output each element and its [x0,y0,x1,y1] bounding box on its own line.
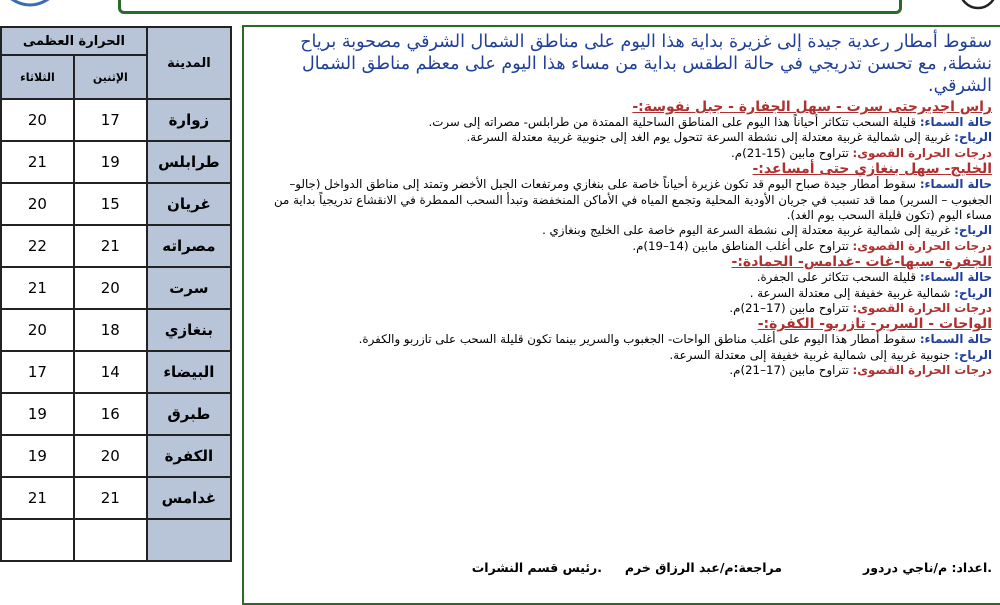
header-frame [118,0,902,14]
wind-line [250,348,992,363]
monday-value: 16 [74,393,147,435]
tuesday-value: 21 [1,477,74,519]
table-row [1,435,231,477]
table-row [1,477,231,519]
city-name: زوارة [147,99,231,141]
section-title: راس اجديرحتى سرت - سهل الجفارة - جبل نفوسة:- [632,99,992,115]
tuesday-value: 22 [1,225,74,267]
tuesday-value: 17 [1,351,74,393]
monday-value: 21 [74,225,147,267]
wind-text: جنوبية غربية إلى شمالية غربية خفيفة إلى معتدلة السرعة. [669,347,951,362]
monday-value: 15 [74,183,147,225]
table-row [1,267,231,309]
temp-text: تتراوح على أغلب المناطق مابين (14–19)م. [632,238,849,253]
intro-text: سقوط أمطار رعدية جيدة إلى غزيرة بداية هذا اليوم على مناطق الشمال الشرقي مصحوبة برياح نشطة, مع تحسن تدريجي في حالة الطقس بداية من مساء هذا اليوم على معظم مناطق الشمال الشرقي. [300,32,992,96]
sky-label: حالة السماء: [919,270,992,285]
tuesday-value: 20 [1,183,74,225]
wind-label: الرياح: [954,223,992,238]
temp-label: درجات الحرارة القصوى: [852,301,992,316]
tuesday-value: 20 [1,99,74,141]
sky-line [250,332,992,347]
table-row [1,351,231,393]
wind-label: الرياح: [954,130,992,145]
table-row [1,225,231,267]
temp-text: تتراوح مابين (17–21)م. [729,363,849,378]
emblem-logo-left [0,0,60,14]
temp-label: درجات الحرارة القصوى: [852,363,992,378]
table-row [1,309,231,351]
tuesday-value: 21 [1,141,74,183]
table-row-cut [1,519,231,561]
city-name: غدامس [147,477,231,519]
department-head: رئيس قسم النشرات. [471,560,602,575]
sky-text: قليلة السحب تتكاثر على الجفرة. [756,270,917,285]
monday-value: 18 [74,309,147,351]
section-title: الخليج- سهل بنغازي حتى أمساعد:- [752,161,992,178]
tuesday-value: 20 [1,309,74,351]
sky-line [250,270,992,285]
tuesday-header: الثلاثاء [1,55,74,99]
wind-line [250,286,992,301]
temp-text: تتراوح مابين (17–21)م. [729,301,849,316]
city-name: طرابلس [147,141,231,183]
monday-header: الإثنين [74,55,147,99]
monday-value: 21 [74,477,147,519]
sky-label: حالة السماء: [919,177,992,192]
table-row [1,141,231,183]
monday-value: 17 [74,99,147,141]
city-name: غريان [147,183,231,225]
sky-line [250,115,992,130]
table-row [1,183,231,225]
wind-line [250,130,992,145]
wind-text: شمالية غربية خفيفة إلى معتدلة السرعة . [749,285,951,300]
circle-logo-right [958,0,998,14]
monday-value: 20 [74,267,147,309]
table-row [1,393,231,435]
section-title: الواحات - السرير- تازربو- الكفرة:- [757,316,992,333]
monday-value: 14 [74,351,147,393]
city-name: الكفرة [147,435,231,477]
sky-text: سقوط أمطار هذا اليوم على أغلب مناطق الواحات- الجغبوب والسرير بينما تكون قليلة السحب على تازربو والكفرة. [358,332,917,347]
city-name: مصراته [147,225,231,267]
wind-label: الرياح: [954,285,992,300]
temp-line [250,239,992,254]
temp-label: درجات الحرارة القصوى: [852,145,992,160]
wind-text: غربية إلى شمالية غربية معتدلة إلى نشطة السرعة تتحول يوم الغد إلى جنوبية غربية معتدلة السرعة. [466,130,951,145]
city-name: سرت [147,267,231,309]
wind-line [250,223,992,238]
tuesday-value: 19 [1,393,74,435]
sky-text: قليلة السحب تتكاثر أحياناً هذا اليوم على المناطق الساحلية الممتدة من طرابلس- مصراته إلى سرت. [428,115,917,129]
max-temp-header: الحرارة العظمى [1,27,147,55]
city-name: بنغازي [147,309,231,351]
sky-text: سقوط أمطار جيدة صباح اليوم قد تكون غزيرة أحياناً خاصة على بنغازي ومرتفعات الجبل الأخضر وتمتد إلى مناطق الدواخل (جالو– الجغبوب – السرير) مما قد تسبب في جريان الأودية المحلية وتجمع المياه في الأماكن المنخفضة وتبدأ السحب الممطرة في الانقشاع تدريجياً بداية من مساء اليوم (تكون قليلة السحب يوم الغد). [274,177,992,223]
wind-label: الرياح: [954,347,992,362]
temp-label: درجات الحرارة القصوى: [852,238,992,253]
temperature-table [0,26,232,562]
temp-line [250,363,992,378]
monday-value: 19 [74,141,147,183]
tuesday-value: 21 [1,267,74,309]
reviewed-by: مراجعة:م/عبد الرزاق خرم [624,560,782,575]
sky-line [250,177,992,223]
table-row [1,99,231,141]
temp-text: تتراوح مابين (15-21)م. [731,145,849,160]
wind-text: غربية إلى شمالية غربية معتدلة إلى نشطة السرعة اليوم خاصة على الخليج وبنغازي . [542,223,951,238]
temp-line [250,301,992,316]
temp-line [250,146,992,161]
city-header: المدينة [147,27,231,99]
section-title: الجفرة- سبها-غات -غدامس- الحمادة:- [731,254,992,271]
monday-value: 20 [74,435,147,477]
city-name: طبرق [147,393,231,435]
city-name: البيضاء [147,351,231,393]
prepared-by: اعداد: م/ناجي دردور. [863,560,992,575]
tuesday-value: 19 [1,435,74,477]
sky-label: حالة السماء: [919,115,992,129]
sky-label: حالة السماء: [919,332,992,347]
forecast-panel [242,25,1000,605]
